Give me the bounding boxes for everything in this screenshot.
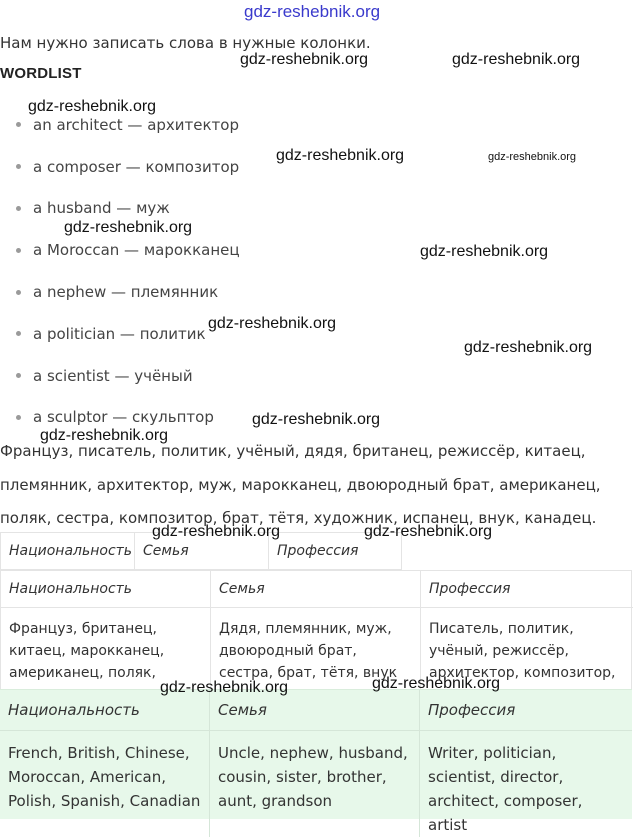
watermark: gdz-reshebnik.org xyxy=(160,679,289,696)
bullet-icon xyxy=(16,290,21,295)
watermark: gdz-reshebnik.org xyxy=(28,98,157,115)
watermark: gdz-reshebnik.org xyxy=(64,219,193,236)
watermark: gdz-reshebnik.org xyxy=(240,51,369,68)
watermark: gdz-reshebnik.org xyxy=(252,411,381,428)
list-item xyxy=(16,355,416,397)
table-english xyxy=(0,689,632,834)
watermark: gdz-reshebnik.org xyxy=(488,151,577,163)
watermark: gdz-reshebnik.org xyxy=(152,523,281,540)
bullet-icon xyxy=(16,415,21,420)
list-item-text: a sculptor — скульптор xyxy=(33,408,214,427)
list-item-text: a Moroccan — марокканец xyxy=(33,241,240,260)
list-item-text: a nephew — племянник xyxy=(33,283,219,302)
table-en-header-family: Семья xyxy=(210,690,420,731)
list-item-text: a composer — композитор xyxy=(33,157,240,176)
bullet-icon xyxy=(16,206,21,211)
bullet-icon xyxy=(16,248,21,253)
watermark: gdz-reshebnik.org xyxy=(372,675,501,692)
table-en-header-nationality: Национальность xyxy=(0,690,210,731)
watermark: gdz-reshebnik.org xyxy=(452,51,581,68)
list-item xyxy=(16,271,416,313)
wordlist-title: WORDLIST xyxy=(0,65,82,82)
bullet-icon xyxy=(16,122,21,127)
table-small-header-family: Семья xyxy=(135,533,269,569)
watermark: gdz-reshebnik.org xyxy=(364,523,493,540)
watermark: gdz-reshebnik.org xyxy=(208,315,337,332)
table-en-cell-nationality: French, British, Chinese, Moroccan, American, Polish, Spanish, Canadian xyxy=(0,731,210,837)
list-item-text: a husband — муж xyxy=(33,199,170,218)
watermark: gdz-reshebnik.org xyxy=(276,147,405,164)
bullet-icon xyxy=(16,164,21,169)
table-en-header-profession: Профессия xyxy=(420,690,632,731)
intro-text: Нам нужно записать слова в нужные колонки. xyxy=(0,34,371,52)
words-paragraph: Француз, писатель, политик, учёный, дядя, британец, режиссёр, китаец, племянник, архитектор, муж, марокканец, двоюродный брат, американец, поляк, сестра, композитор, брат, тётя, художник, испанец, внук, канадец. xyxy=(0,442,601,527)
watermark: gdz-reshebnik.org xyxy=(464,339,593,356)
table-ru-header-family: Семья xyxy=(211,571,421,608)
table-small-header-nationality: Национальность xyxy=(1,533,135,569)
bullet-icon xyxy=(16,331,21,336)
table-en-cell-profession: Writer, politician, scientist, director, architect, composer, artist xyxy=(428,744,583,834)
watermark: gdz-reshebnik.org xyxy=(40,427,169,444)
table-russian xyxy=(0,570,632,691)
table-ru-cell-nationality: Француз, британец, китаец, марокканец, американец, поляк, xyxy=(1,608,211,690)
list-item-text: a politician — политик xyxy=(33,324,206,343)
list-item-text: an architect — архитектор xyxy=(33,115,239,134)
header-watermark: gdz-reshebnik.org xyxy=(244,2,381,21)
table-ru-header-nationality: Национальность xyxy=(1,571,211,608)
table-small-header-profession: Профессия xyxy=(277,543,359,559)
list-item-text: a scientist — учёный xyxy=(33,366,193,385)
table-ru-header-profession: Профессия xyxy=(421,571,633,608)
table-en-cell-family: Uncle, nephew, husband, cousin, sister, brother, aunt, grandson xyxy=(210,731,420,837)
bullet-icon xyxy=(16,373,21,378)
table-ru-cell-profession: Писатель, политик, учёный, режиссёр, архитектор, композитор, xyxy=(429,621,616,681)
table-ru-cell-family: Дядя, племянник, муж, двоюродный брат, сестра, брат, тётя, внук xyxy=(211,608,421,690)
watermark: gdz-reshebnik.org xyxy=(420,243,549,260)
